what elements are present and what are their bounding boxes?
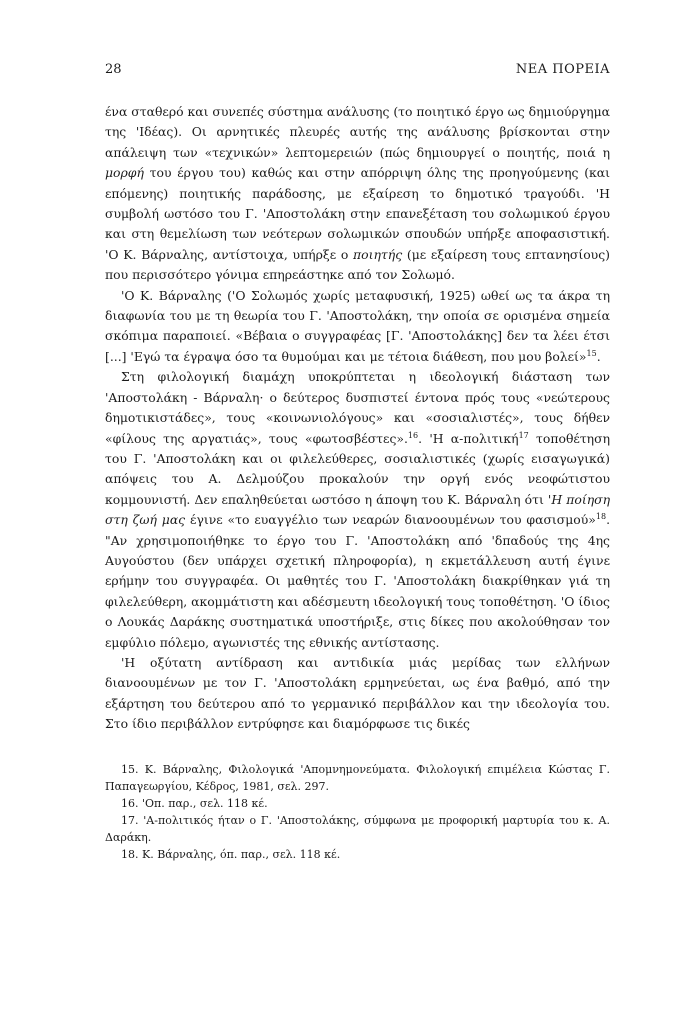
text-run: . (596, 348, 601, 364)
text-run: του έργου του) καθώς και στην απόρριψη όλης της προηγούμενης (και επόμενης) ποιητικής παράδοσης, με εξαίρεση το δημοτικό τραγούδι. 'Η συμβολή ωστόσο του Γ. 'Αποστολάκη στην επανεξέταση του σολωμικού έργου και στη θεμελίωση των νεότερων σολωμικών σπουδών υπήρξε αποφασιστική. 'Ο Κ. Βάρναλης, αντίστοιχα, υπήρξε ο (105, 165, 610, 262)
paragraph-1 (105, 102, 610, 286)
paragraph-4 (105, 653, 610, 735)
paragraph-2 (105, 286, 610, 368)
footnote-15 (105, 761, 610, 795)
running-header (105, 62, 610, 84)
text-run: 'Ο Κ. Βάρναλης ('Ο Σολωμός χωρίς μεταφυσική, 1925) ωθεί ως τα άκρα τη διαφωνία του με τη θεωρία του Γ. 'Αποστολάκη, την οποία σε ορισμένα σημεία σκόπιμα παραποιεί. «Βέβαια ο συγγραφέας [Γ. 'Αποστολάκης] δεν τα λέει έτσι [...] 'Εγώ τα έγραψα όσο τα θυμούμαι και με τέτοια διάθεση, που μου βολεί» (105, 287, 610, 364)
footnote-17 (105, 812, 610, 846)
italic-text: 'Η ποίηση στη ζωή μας (105, 491, 611, 528)
italic-text: ποιητής (353, 246, 403, 262)
footnote-ref: 17 (518, 430, 529, 440)
footnote-ref: 18 (595, 512, 607, 521)
page-number: 28 (105, 62, 122, 77)
footnote-ref: 16 (407, 430, 419, 440)
text-run: 18. Κ. Βάρναλης, όπ. παρ., σελ. 118 κέ. (121, 847, 341, 861)
footnote-18 (105, 846, 610, 863)
journal-title: ΝΕΑ ΠΟΡΕΙΑ (515, 62, 610, 77)
document-page (105, 62, 610, 863)
text-run: έγινε «το ευαγγέλιο των νεαρών διανοουμένων του φασισμού» (185, 512, 596, 528)
text-run: ένα σταθερό και συνεπές σύστημα ανάλυσης (το ποιητικό έργο ως δημιούργημα της 'Ιδέας). Οι αρνητικές πλευρές αυτής της ανάλυσης βρίσκονται στην απάλειψη των «τεχνικών» λεπτομερειών (πώς δημιουργεί ο ποιητής, ποιά η (105, 104, 610, 160)
paragraph-3 (105, 367, 610, 653)
text-run: τοποθέτηση του Γ. 'Αποστολάκη και οι φιλελεύθερες, σοσιαλιστικές (χωρίς εισαγωγικά) απόψεις του Α. Δελμούζου προκαλούν την οργή ενός νεοφώτιστου κομμουνιστή. Δεν επαληθεύεται ωστόσο η άποψη του Κ. Βάρναλη ότι (105, 430, 610, 507)
text-run: 17. 'Α-πολιτικός ήταν ο Γ. 'Αποστολάκης, σύμφωνα με προφορική μαρτυρία του κ. Α. Δαράκη. (105, 813, 610, 844)
text-run: 16. 'Οπ. παρ., σελ. 118 κέ. (121, 796, 268, 810)
text-run: . "Αν χρησιμοποιήθηκε το έργο του Γ. 'Αποστολάκη από 'δπαδούς της 4ης Αυγούστου (δεν υπάρχει σχετική πληροφορία), η εκμετάλλευση αυτή έγινε ερήμην του συγγραφέα. Οι μαθητές του Γ. 'Αποστολάκη διακρίθηκαν γιά τη φιλελεύθερη, ακομμάτιστη και αδέσμευτη ιδεολογική τους τοποθέτηση. 'Ο ίδιος ο Λουκάς Δαράκης συστηματικά υποστήριξε, στις δίκες που ακολούθησαν τον εμφύλιο πόλεμο, αγωνιστές της εθνικής αντίστασης. (105, 512, 611, 650)
footnote-16 (105, 795, 610, 812)
body-text (105, 102, 610, 735)
text-run: 'Η οξύτατη αντίδραση και αντιδικία μιάς μερίδας των ελλήνων διανοουμένων με τον Γ. 'Αποστολάκη ερμηνεύεται, ως ένα βαθμό, από την εξάρτηση του δεύτερου από το γερμανικό περιβάλλον και την ιδεολογία του. Στο ίδιο περιβάλλον εντρύφησε και διαμόρφωσε τις δικές (105, 654, 610, 732)
text-run: (με εξαίρεση τους επτανησίους) που περισσότερο γόνιμα επηρεάστηκε από τον Σολωμό. (105, 246, 610, 283)
text-run: Στη φιλολογική διαμάχη υποκρύπτεται η ιδεολογική διάσταση των 'Αποστολάκη - Βάρναλη· ο δεύτερος δυσπιστεί έντονα πρός τους «νεώτερους δημοτικιστάδες», τους «κοινωνιολόγους» και «σοσιαλιστές», τους δήθεν «φίλους της αργατιάς», τους «φωτοσβέστες». (105, 369, 610, 446)
footnote-ref: 15 (586, 348, 597, 358)
footnotes (105, 761, 610, 863)
text-run: . 'Η α-πολιτική (418, 430, 519, 446)
text-run: 15. Κ. Βάρναλης, Φιλολογικά 'Απομνημονεύματα. Φιλολογική επιμέλεια Κώστας Γ. Παπαγεωργίου, Κέδρος, 1981, σελ. 297. (105, 762, 610, 793)
italic-text: μορφή (105, 165, 144, 181)
